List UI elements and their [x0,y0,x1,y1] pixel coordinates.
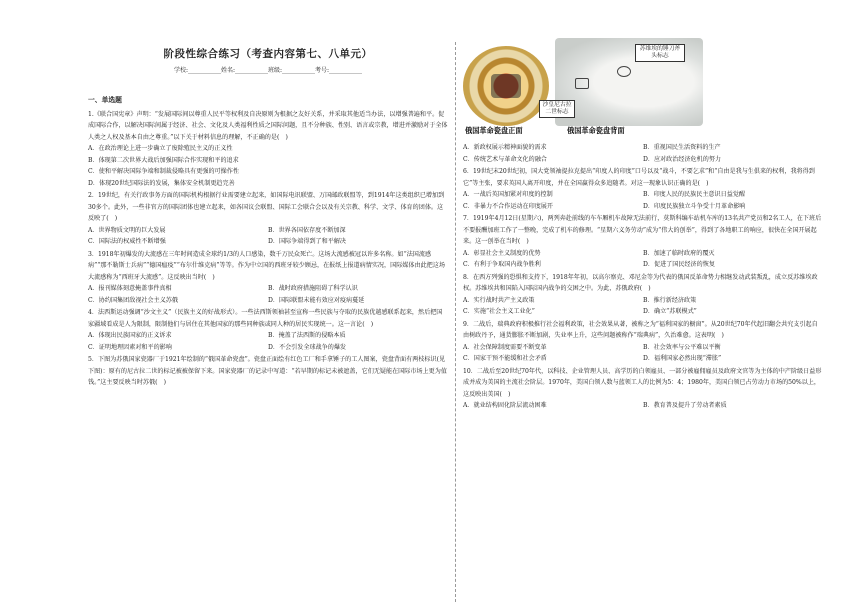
question-4 [88,307,448,353]
option-c: C．实施“社会主义工业化” [463,308,535,315]
student-info-line: 学校:___________姓名:___________班级:___________考号:___________ [173,67,363,74]
plate-front-image [463,46,549,126]
option-a: A．报刊媒体刻意掩盖事件真相 [88,285,172,292]
option-c: C．协约国集团敌视社会主义苏俄 [88,296,178,304]
option-c: C．有利于争取国内战争胜利 [463,261,541,268]
question-2 [88,190,448,248]
option-b: B．掩盖了法西斯的侵略本质 [268,332,346,339]
option-b: B．推行新经济政策 [643,296,697,304]
caption-front: 俄国革命瓷盘正面 [465,126,523,135]
option-a: A．就业结构固化阶层流动困难 [463,402,547,409]
option-c: C．国际法的权威性不断增强 [88,238,166,245]
question-7 [463,213,823,271]
option-d: D．体现20世纪国际法的发展，集体安全机制更趋完善 [88,179,235,187]
option-a: A．世界物质文明的巨大发展 [88,226,166,234]
right-column [463,142,823,412]
question-10 [463,366,823,412]
caption-back: 俄国革命瓷盘背面 [567,126,625,135]
question-5 [88,354,448,389]
option-b: B．世界各国依存度不断加深 [268,226,346,234]
option-b: B．教育普及提升了劳动者素质 [643,402,727,409]
option-b: B．社会效率与公平难以平衡 [643,343,721,351]
option-b: B．体现第二次世界大战后加强国际合作实现和平的追求 [88,156,239,164]
option-a: A．体现出民族国家的正义诉求 [88,332,172,339]
question-6 [463,166,823,212]
question-stem: 7．1919年4月12日(星期六)，两列奔赴前线的车车厢机车故障无法前行，莫斯科编车站机车库的13名共产党员和2名工人，在下班后不要报酬加班工作了一整晚，完成了机车的修理。“星期六义务劳动”成为“伟大的创举”，得到了各地职工的响应，很快在全国开展起来。这一创举在当时( ) [463,215,822,245]
option-d: D．促进了国民经济的恢复 [643,261,715,268]
question-stem: 9．二战后，瑞典政府积极推行社会福利政策，社会效果从著，被称之为“福利国家的橱窗”。从20世纪70年代起旧翻会共究支引起自由树政丹予，通货膨胀不断加剧，失业率上升，这些问题被称作“瑞典病”，久治难愈。这表明( ) [463,320,818,339]
option-c: C．非暴力不合作运动在印度展开 [463,202,553,210]
option-c: C．传统艺术与革命文化的融合 [463,155,547,163]
option-a: A．实行战时共产主义政策 [463,296,535,304]
hammer-sickle-mark-icon [617,66,631,77]
option-c: C．使和平解决国际争端和制裁侵略具有更强的可操作性 [88,168,239,175]
question-stem: 4．法西斯运动强调“沙文主义”（民族主义的好战形式）。一些法西斯领袖甚至宣称一些民族与夺取的民族优越感联系起来，然后把国家疆域看成是人为限制，限制他们与居住在其他国家的那些同种族或同人种的居民实现统一。这一言论( ) [88,309,443,328]
question-stem: 3．1918年初爆发的大流感在三年时间造成全球约1/3的人口感染，数千万民众死亡。这场大流感被冠以许多名称。如“法国流感病”“那不勒斯士兵病”“德国瘟疫”“布尔什维克病”等等。作为中立国的西班牙较少顾忌，在报纸上报道病情实况，国际媒体由此把这场大流感称为“西班牙大流感”。这反映出当时( ) [88,250,445,281]
question-stem: 8．在西方列强的恐惧和支持下，1918年年初，以高尔察克、邓尼金等为代表的俄国反革命势力相继发动武装叛乱，成立反苏维埃政权。苏维埃共和国陷入国际国内战争的交困之中。为此，苏俄政府( ) [463,273,818,292]
option-c: C．证明地理因素对和平的影响 [88,343,172,351]
left-column [88,95,448,389]
exam-title: 阶段性综合练习（考查内容第七、八单元） [163,48,373,60]
option-a: A．彰显社会主义制度的优势 [463,249,541,257]
label-tsar-mark: 沙皇尼古拉二世标志 [539,100,575,118]
option-b: B．加速了临时政府的覆灭 [643,249,715,257]
option-d: D．国际联盟未能有效应对疫病蔓延 [268,296,365,304]
option-d: D．应对政治经济危机的努力 [643,155,722,163]
question-stem: 1.《联合国宪章》声明：“发展国际间以尊重人民平等权利及自决原则为根据之友好关系，并采取其他适当办法，以增强普遍和平。促成国际合作，以解决国际间属于经济、社会、文化及人类福利性质之国际问题，且不分种族、性别、语言或宗教，增进并激励对于全体人类之人权及基本自由之尊重。”以下关于材料信息的理解，不正确的是( ) [88,110,448,141]
option-a: A．在政治理论上进一步确立了废除殖民主义的正义性 [88,145,233,152]
question-5-options [463,142,823,165]
question-8 [463,272,823,318]
column-divider [455,42,456,602]
option-d: D．福利国家必然出现“滞胀” [643,355,722,362]
option-b: B．战时政府措施阻碍了科学认识 [268,285,358,292]
option-b: B．重视国民生活资料的生产 [643,144,721,151]
tsar-mark-icon [575,78,589,89]
plate-front-worker-motif [491,74,521,98]
question-3 [88,249,448,307]
question-stem: 6．19世纪末20世纪初，国大党领袖提拉克提出“印度人的印度”口号以及“战斗，不要乞求”和“自由是我与生俱来的权利，我将得到它”等主张，要求英国人离开印度，并在全国赢得众多追随者。对这一现象认识正确的是( ) [463,168,815,187]
porcelain-plate-figure [463,38,703,138]
option-a: A．一战后英国加紧对印度的控制 [463,191,553,198]
label-soviet-mark: 苏维埃的锤刀斧头标志 [635,44,685,62]
option-d: D．确立“苏联模式” [643,308,697,315]
option-b: B．印度人民的民族民主意识日益觉醒 [643,191,745,198]
section-title: 一、单选题 [88,96,122,104]
option-d: D．印度民族独立斗争受十月革命影响 [643,202,746,210]
option-d: D．国际争端得到了和平解决 [268,238,347,245]
option-a: A．社会保障制度需要不断变革 [463,343,547,351]
option-d: D．不会引发全球战争的爆发 [268,343,347,351]
option-a: A．新政权展示精神面貌的需求 [463,144,547,151]
question-9 [463,319,823,365]
question-stem: 2．19世纪，有关行政事务方面的国际机构根据行业需要建立起来，如国际电讯联盟、万国邮政联盟等，到1914年这类组织已增加到30多个。此外，一些非官方的国际团体也建立起来，如各国议会联盟、国际工会联合会以及有关宗教、科学、文学、体育的团体。这反映了( ) [88,192,445,222]
question-1 [88,109,448,190]
option-c: C．国家干预不能缓和社会矛盾 [463,355,547,362]
question-stem: 10．二战后至20世纪70年代，以科技、企业管理人员、高学历的白领雇员、一部分被雇佣雇员及政府文官等为主体的中产阶级日益形成并成为美国的主流社会阶层。1970年，美国白领人数与蓝领工人的比例为5：4；1980年，美国白领已占劳动力市场的50%以上，这反映出美国( ) [463,367,822,398]
question-stem: 5．下图为苏俄国家瓷器厂于1921年绘制的“俄国革命瓷盘”。瓷盘正面绘有红色工厂和手拿锤子的工人图案，瓷盘背面有两枝标识(见下图)：原有的尼古拉二世的标记被被保留下来。国家瓷器厂的记录中写道：“若早期的标记未被遮盖，它们无疑能在国际市场上更为值钱。”这主要反映当时苏俄( ) [88,356,447,386]
